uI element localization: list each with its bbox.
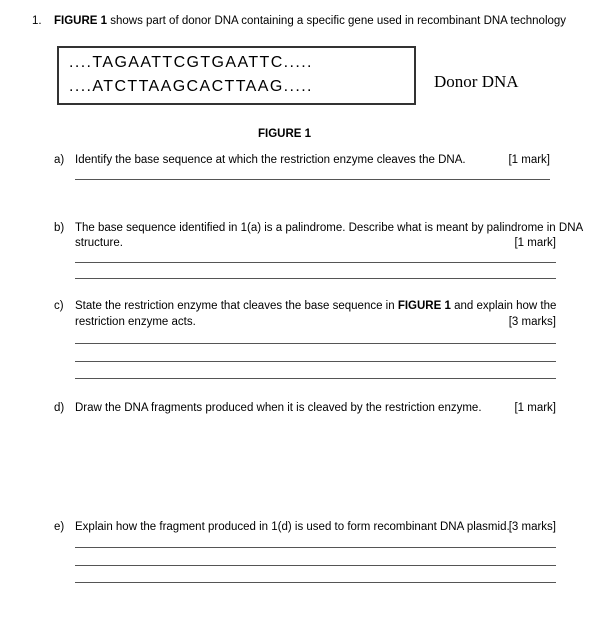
- part-e-marks: [3 marks]: [508, 521, 556, 533]
- figure-ref: FIGURE 1: [54, 15, 108, 27]
- answer-line-b1[interactable]: [75, 262, 556, 263]
- figure-caption: FIGURE 1: [258, 128, 312, 140]
- answer-line-b2[interactable]: [75, 278, 556, 279]
- part-d-letter: d): [54, 402, 65, 414]
- donor-dna-label: Donor DNA: [434, 72, 519, 91]
- part-c-text-line2: restriction enzyme acts.: [75, 316, 196, 328]
- part-c-text-post: and explain how the: [450, 300, 557, 312]
- part-c-text-line1: [75, 299, 556, 314]
- question-number: 1.: [32, 15, 42, 27]
- part-c-text-pre: State the restriction enzyme that cleaves the base sequence in: [75, 300, 398, 312]
- part-a-text: Identify the base sequence at which the restriction enzyme cleaves the DNA.: [75, 154, 466, 166]
- drawing-area-d[interactable]: [75, 420, 556, 510]
- part-d-text: Draw the DNA fragments produced when it is cleaved by the restriction enzyme.: [75, 402, 482, 414]
- question-intro-text: shows part of donor DNA containing a specific gene used in recombinant DNA technology: [107, 15, 567, 27]
- part-e-letter: e): [54, 521, 65, 533]
- part-c-marks: [3 marks]: [508, 316, 556, 328]
- answer-line-c3[interactable]: [75, 378, 556, 379]
- dna-strand-bottom: ....ATCTTAAGCACTTAAG.....: [69, 78, 313, 95]
- dna-figure-box: [57, 46, 416, 105]
- answer-line-c2[interactable]: [75, 361, 556, 362]
- part-e-text: Explain how the fragment produced in 1(d) is used to form recombinant DNA plasmid.: [75, 521, 510, 533]
- answer-line-e3[interactable]: [75, 582, 556, 583]
- part-a-letter: a): [54, 154, 65, 166]
- part-b-letter: b): [54, 222, 65, 234]
- answer-line-a1[interactable]: [75, 179, 550, 180]
- part-b-text-line2: structure.: [75, 237, 123, 249]
- part-b-marks: [1 mark]: [514, 237, 556, 249]
- dna-strand-top: ....TAGAATTCGTGAATTC.....: [69, 54, 313, 71]
- answer-line-e2[interactable]: [75, 565, 556, 566]
- answer-line-c1[interactable]: [75, 343, 556, 344]
- part-c-letter: c): [54, 300, 64, 312]
- part-a-marks: [1 mark]: [508, 154, 550, 166]
- part-c-figure-ref: FIGURE 1: [397, 300, 451, 312]
- answer-line-e1[interactable]: [75, 547, 556, 548]
- question-intro: [54, 14, 566, 29]
- part-d-marks: [1 mark]: [514, 402, 556, 414]
- part-b-text-line1: The base sequence identified in 1(a) is a palindrome. Describe what is meant by palindrome in DNA: [75, 222, 584, 234]
